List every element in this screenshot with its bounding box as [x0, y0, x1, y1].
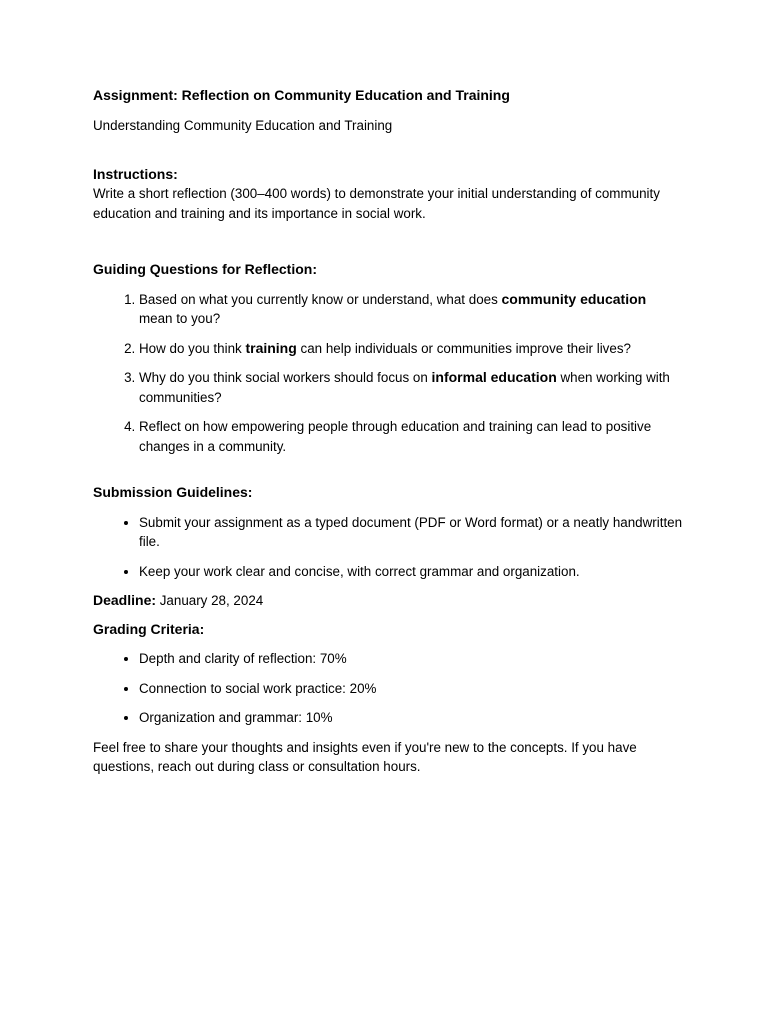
guiding-question-item: [139, 339, 683, 359]
guiding-questions-list: [93, 290, 683, 457]
document-subtitle: Understanding Community Education and Training: [93, 118, 393, 133]
deadline-line: [93, 591, 683, 611]
instructions-heading: Instructions:: [93, 165, 178, 182]
guiding-questions-heading: Guiding Questions for Reflection:: [93, 261, 317, 277]
grading-criteria-heading: Grading Criteria:: [93, 620, 205, 637]
question-keyword: training: [245, 339, 297, 356]
question-text: Reflect on how empowering people through education and training can lead to positive changes in a community.: [139, 419, 652, 454]
submission-guideline-item: • Submit your assignment as a typed document (PDF or Word format) or a neatly handwritten file.: [139, 513, 683, 552]
question-text: How do you think: [139, 340, 246, 356]
guiding-question-item: [139, 290, 683, 329]
instructions-body: Write a short reflection (300–400 words) to demonstrate your initial understanding of community education and training and its importance in social work.: [93, 186, 660, 221]
question-keyword: informal education: [431, 369, 557, 385]
question-text: Based on what you currently know or understand, what does: [139, 291, 502, 307]
submission-guideline-item: • Keep your work clear and concise, with correct grammar and organization.: [139, 562, 683, 582]
question-text: Why do you think social workers should focus on: [139, 370, 432, 385]
question-keyword: community education: [501, 290, 647, 307]
closing-paragraph: Feel free to share your thoughts and insights even if you're new to the concepts. If you have questions, reach out during class or consultation hours.: [93, 739, 637, 774]
grading-criteria-item: • Connection to social work practice: 20%: [139, 679, 683, 699]
guiding-question-item: [139, 417, 683, 456]
grading-criteria-item: • Depth and clarity of reflection: 70%: [139, 649, 683, 669]
question-text: mean to you?: [139, 311, 221, 326]
guiding-question-item: [139, 368, 683, 407]
grading-criteria-list: [93, 649, 683, 728]
deadline-label: Deadline:: [93, 592, 157, 608]
question-text: when working with communities?: [139, 370, 670, 405]
document-title: Assignment: Reflection on Community Education and Training: [93, 87, 510, 103]
deadline-value: January 28, 2024: [156, 593, 264, 608]
submission-guidelines-heading: Submission Guidelines:: [93, 484, 253, 500]
grading-criteria-item: • Organization and grammar: 10%: [139, 708, 683, 728]
document-page: [93, 86, 683, 777]
question-text: can help individuals or communities improve their lives?: [296, 340, 631, 356]
submission-guidelines-list: [93, 513, 683, 582]
